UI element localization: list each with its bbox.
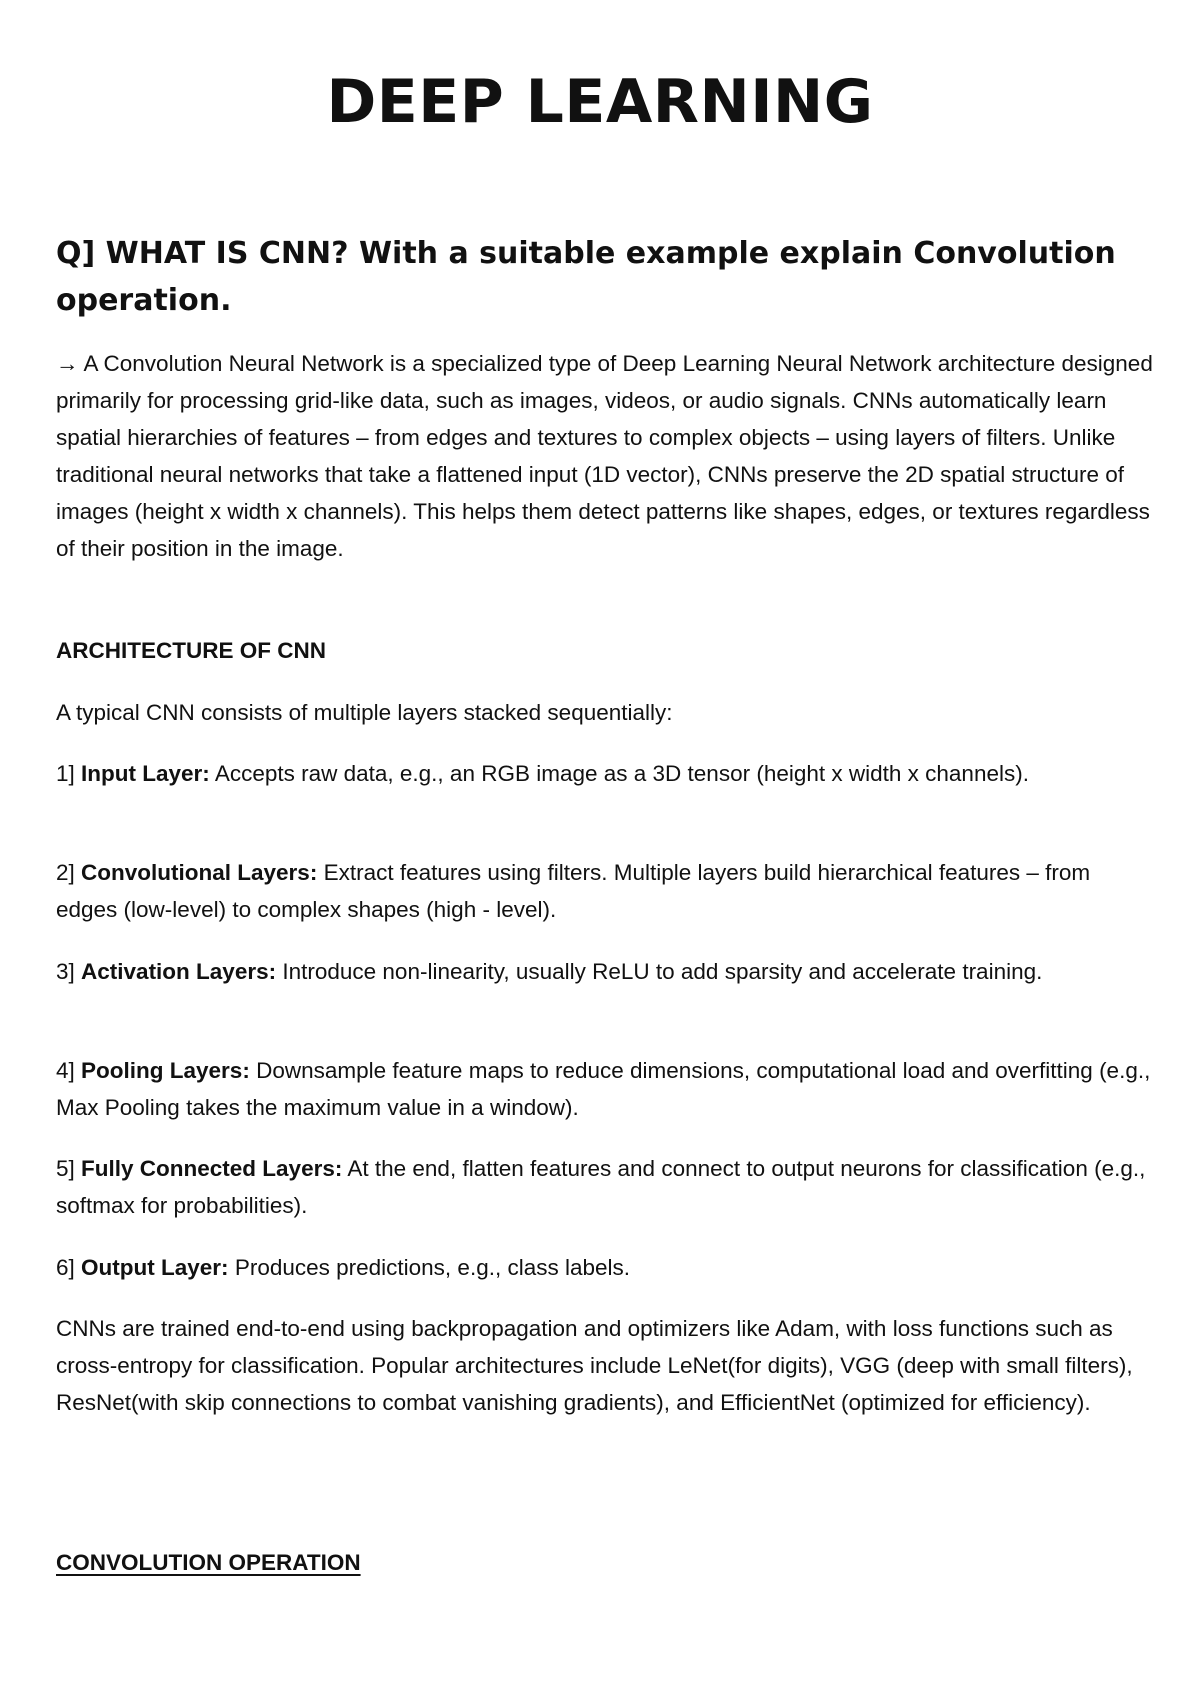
layer-name: Output Layer: [81, 1255, 229, 1280]
layer-item-activation [56, 953, 1156, 990]
question-heading: Q] WHAT IS CNN? With a suitable example explain Convolution operation. [56, 236, 1116, 318]
layer-name: Input Layer: [81, 761, 210, 786]
document-title: DEEP LEARNING [326, 67, 874, 137]
layer-number: 3] [56, 959, 75, 984]
layer-item-output [56, 1249, 1156, 1286]
layer-number: 4] [56, 1058, 75, 1083]
convolution-operation-heading: CONVOLUTION OPERATION [56, 1550, 361, 1575]
layer-number: 1] [56, 761, 75, 786]
layer-description: Produces predictions, e.g., class labels. [234, 1255, 631, 1280]
training-paragraph: CNNs are trained end-to-end using backpropagation and optimizers like Adam, with loss functions such as cross-entropy for classification. Popular architectures include LeNet(for digits), VGG (deep with small filters), ResNet(with skip connections to combat vanishing gradients), and EfficientNet (optimized for efficiency). [56, 1316, 1133, 1415]
architecture-intro: A typical CNN consists of multiple layers stacked sequentially: [56, 700, 673, 725]
intro-paragraph: → A Convolution Neural Network is a specialized type of Deep Learning Neural Network architecture designed primarily for processing grid-like data, such as images, videos, or audio signals. CNNs automatically learn spatial hierarchies of features – from edges and textures to complex objects – using layers of filters. Unlike traditional neural networks that take a flattened input (1D vector), CNNs preserve the 2D spatial structure of images (height x width x channels). This helps them detect patterns like shapes, edges, or textures regardless of their position in the image. [56, 351, 1153, 561]
layer-number: 5] [56, 1156, 75, 1181]
layer-description: Accepts raw data, e.g., an RGB image as a 3D tensor (height x width x channels). [214, 761, 1029, 786]
layer-item-input [56, 755, 1156, 792]
layer-description: Downsample feature maps to reduce dimensions, computational load and overfitting (e.g., Max Pooling takes the maximum value in a window). [56, 1058, 1151, 1120]
layer-number: 6] [56, 1255, 75, 1280]
layer-number: 2] [56, 860, 75, 885]
layer-description: Extract features using filters. Multiple layers build hierarchical features – from edges (low-level) to complex shapes (high - level). [56, 860, 1091, 922]
layer-description: Introduce non-linearity, usually ReLU to add sparsity and accelerate training. [282, 959, 1043, 984]
layer-name: Convolutional Layers: [81, 860, 318, 885]
layer-name: Pooling Layers: [81, 1058, 250, 1083]
layer-description: At the end, flatten features and connect to output neurons for classification (e.g., softmax for probabilities). [56, 1156, 1146, 1218]
layer-item-fully-connected [56, 1150, 1156, 1224]
architecture-heading: ARCHITECTURE OF CNN [56, 638, 326, 663]
layer-name: Activation Layers: [81, 959, 277, 984]
layer-item-convolutional [56, 854, 1156, 928]
layer-name: Fully Connected Layers: [81, 1156, 343, 1181]
layer-item-pooling [56, 1052, 1156, 1126]
